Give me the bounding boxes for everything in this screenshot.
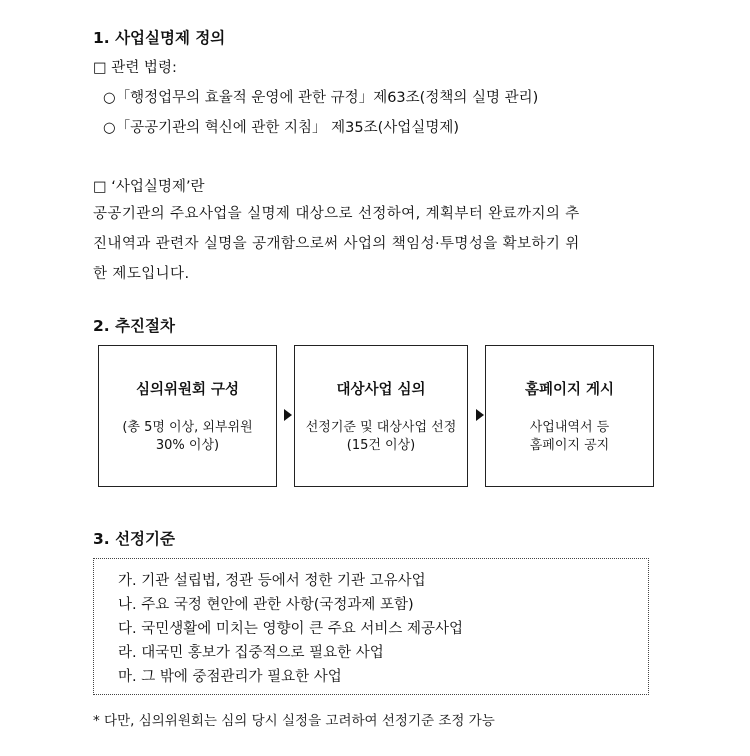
definition-line: 공공기관의 주요사업을 실명제 대상으로 선정하여, 계획부터 완료까지의 추 [93, 206, 580, 222]
process-step-box [98, 345, 277, 487]
criteria-item: 마. 그 밖에 중점관리가 필요한 사업 [118, 669, 342, 685]
criteria-note: * 다만, 심의위원회는 심의 당시 실정을 고려하여 선정기준 조정 가능 [93, 713, 495, 729]
definition-line: 진내역과 관련자 실명을 공개함으로써 사업의 책임성·투명성을 확보하기 위 [93, 236, 580, 252]
process-step-detail-line: 30% 이상) [155, 438, 220, 453]
arrow-right-icon [476, 409, 484, 421]
definition-heading: □ ‘사업실명제’란 [93, 179, 205, 195]
process-step-detail-line: 선정기준 및 대상사업 선정 [305, 420, 457, 435]
definition-line: 한 제도입니다. [93, 266, 190, 282]
arrow-right-icon [284, 409, 292, 421]
process-step-detail [99, 419, 276, 455]
criteria-item: 다. 국민생활에 미치는 영향이 큰 주요 서비스 제공사업 [118, 621, 464, 637]
process-step-title: 홈페이지 게시 [524, 382, 615, 398]
definition-paragraph [93, 199, 659, 289]
process-step-detail [486, 419, 653, 455]
criteria-item: 라. 대국민 홍보가 집중적으로 필요한 사업 [118, 645, 384, 661]
legal-basis-heading: □ 관련 법령: [93, 60, 177, 76]
process-step-detail-line: 사업내역서 등 [529, 420, 610, 435]
process-step-title: 대상사업 심의 [336, 382, 426, 398]
criteria-item: 나. 주요 국정 현안에 관한 사항(국정과제 포함) [118, 597, 414, 613]
section2-title: 2. 추진절차 [93, 317, 175, 335]
legal-basis-item: ○「행정업무의 효율적 운영에 관한 규정」제63조(정책의 실명 관리) [103, 90, 539, 106]
section1-title: 1. 사업실명제 정의 [93, 29, 226, 47]
process-step-detail-line: 홈페이지 공지 [529, 438, 610, 453]
criteria-box [93, 558, 649, 695]
legal-basis-item: ○「공공기관의 혁신에 관한 지침」 제35조(사업실명제) [103, 120, 459, 136]
process-step-box [485, 345, 654, 487]
process-step-box [294, 345, 468, 487]
section3-title: 3. 선정기준 [93, 530, 175, 548]
process-step-detail-line: (총 5명 이상, 외부위원 [122, 420, 253, 435]
process-step-title: 심의위원회 구성 [135, 382, 240, 398]
criteria-item: 가. 기관 설립법, 정관 등에서 정한 기관 고유사업 [118, 573, 426, 589]
process-step-detail [295, 419, 467, 455]
process-step-detail-line: (15건 이상) [346, 438, 416, 453]
